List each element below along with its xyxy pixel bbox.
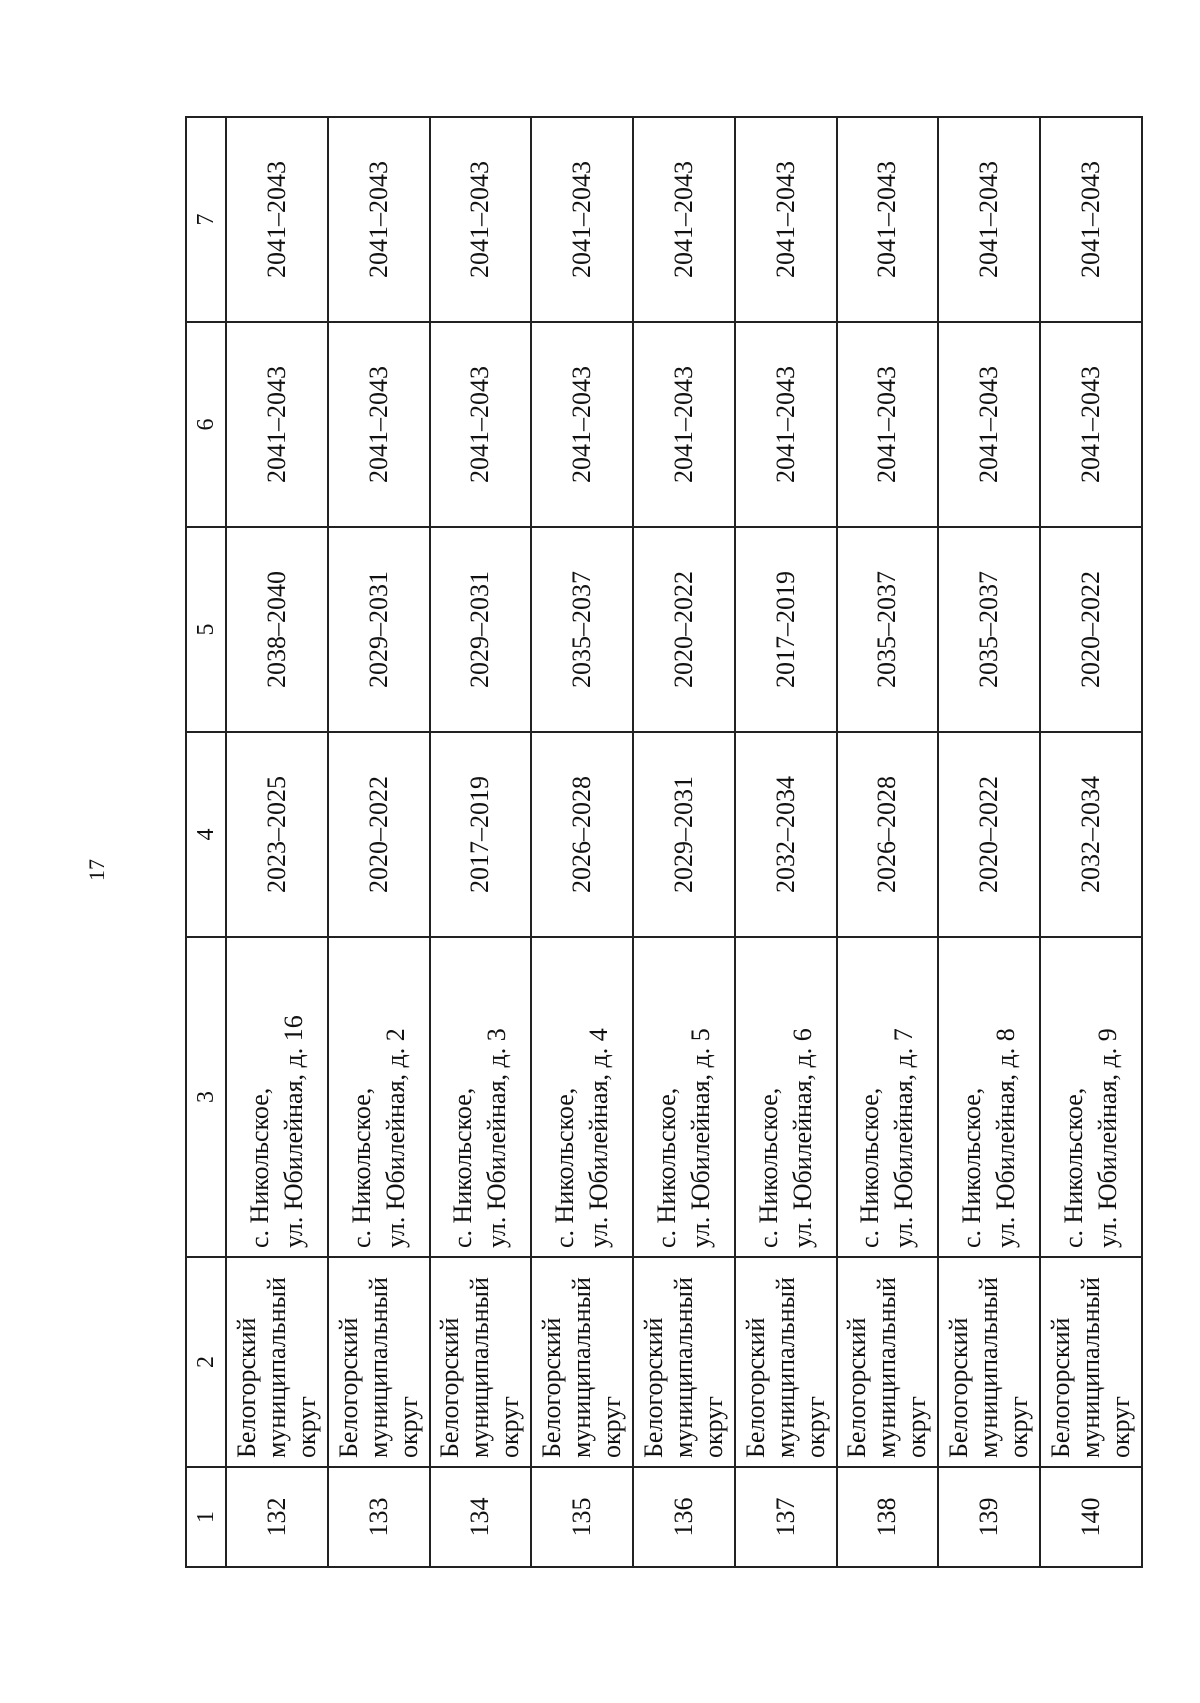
okrug-cell-line: округ — [902, 1396, 932, 1458]
address-cell-line: ул. Юбилейная, д. 4 — [584, 1028, 614, 1248]
table-row — [430, 117, 532, 1567]
okrug-cell — [938, 1257, 1040, 1467]
period-col-7: 2041–2043 — [328, 117, 430, 322]
address-cell — [226, 937, 328, 1257]
address-cell — [837, 937, 939, 1257]
okrug-cell-line: муниципальный — [770, 1277, 800, 1458]
address-cell-line: с. Никольское, — [550, 1087, 580, 1248]
period-col-7: 2041–2043 — [938, 117, 1040, 322]
period-col-7: 2041–2043 — [531, 117, 633, 322]
header-col-5: 5 — [186, 527, 226, 732]
okrug-cell — [1040, 1257, 1142, 1467]
okrug-cell — [226, 1257, 328, 1467]
period-col-7: 2041–2043 — [1040, 117, 1142, 322]
address-cell-line: с. Никольское, — [346, 1087, 376, 1248]
period-col-4: 2029–2031 — [633, 732, 735, 937]
period-col-6: 2041–2043 — [430, 322, 532, 527]
schedule-table-container — [185, 118, 1143, 1568]
okrug-cell — [735, 1257, 837, 1467]
address-cell-line: с. Никольское, — [753, 1087, 783, 1248]
okrug-cell-line: округ — [495, 1396, 525, 1458]
header-row — [186, 117, 226, 1567]
schedule-table — [185, 116, 1143, 1568]
address-cell-line: ул. Юбилейная, д. 16 — [278, 1015, 308, 1248]
schedule-table-rotated — [185, 118, 1143, 1568]
address-cell — [430, 937, 532, 1257]
row-number: 134 — [430, 1467, 532, 1567]
okrug-cell-line: Белогорский — [537, 1317, 567, 1458]
period-col-5: 2035–2037 — [938, 527, 1040, 732]
table-row — [938, 117, 1040, 1567]
table-row — [328, 117, 430, 1567]
okrug-cell-line: Белогорский — [740, 1317, 770, 1458]
row-number: 139 — [938, 1467, 1040, 1567]
period-col-6: 2041–2043 — [735, 322, 837, 527]
okrug-cell — [633, 1257, 735, 1467]
table-body — [226, 117, 1142, 1567]
period-col-6: 2041–2043 — [531, 322, 633, 527]
period-col-7: 2041–2043 — [226, 117, 328, 322]
header-col-4: 4 — [186, 732, 226, 937]
okrug-cell-line: муниципальный — [872, 1277, 902, 1458]
table-row — [531, 117, 633, 1567]
address-cell-line: с. Никольское, — [957, 1087, 987, 1248]
address-cell-line: ул. Юбилейная, д. 5 — [685, 1028, 715, 1248]
okrug-cell-line: округ — [393, 1396, 423, 1458]
address-cell — [938, 937, 1040, 1257]
period-col-5: 2038–2040 — [226, 527, 328, 732]
address-cell — [531, 937, 633, 1257]
okrug-cell-line: муниципальный — [668, 1277, 698, 1458]
address-cell-line: ул. Юбилейная, д. 9 — [1093, 1028, 1123, 1248]
address-cell — [735, 937, 837, 1257]
row-number: 136 — [633, 1467, 735, 1567]
address-cell-line: с. Никольское, — [448, 1087, 478, 1248]
period-col-4: 2017–2019 — [430, 732, 532, 937]
period-col-6: 2041–2043 — [1040, 322, 1142, 527]
period-col-4: 2020–2022 — [938, 732, 1040, 937]
period-col-5: 2020–2022 — [633, 527, 735, 732]
okrug-cell-line: Белогорский — [231, 1317, 261, 1458]
period-col-5: 2029–2031 — [328, 527, 430, 732]
period-col-4: 2023–2025 — [226, 732, 328, 937]
table-row — [735, 117, 837, 1567]
header-col-7: 7 — [186, 117, 226, 322]
header-col-6: 6 — [186, 322, 226, 527]
table-row — [633, 117, 735, 1567]
row-number: 135 — [531, 1467, 633, 1567]
okrug-cell-line: округ — [1004, 1396, 1034, 1458]
row-number: 133 — [328, 1467, 430, 1567]
address-cell-line: с. Никольское, — [1059, 1087, 1089, 1248]
address-cell — [1040, 937, 1142, 1257]
okrug-cell-line: муниципальный — [465, 1277, 495, 1458]
row-number: 138 — [837, 1467, 939, 1567]
okrug-cell-line: Белогорский — [1046, 1317, 1076, 1458]
okrug-cell — [328, 1257, 430, 1467]
table-row — [1040, 117, 1142, 1567]
period-col-5: 2035–2037 — [531, 527, 633, 732]
period-col-7: 2041–2043 — [735, 117, 837, 322]
okrug-cell — [531, 1257, 633, 1467]
okrug-cell-line: округ — [800, 1396, 830, 1458]
address-cell-line: с. Никольское, — [244, 1087, 274, 1248]
okrug-cell — [430, 1257, 532, 1467]
period-col-6: 2041–2043 — [938, 322, 1040, 527]
okrug-cell-line: округ — [291, 1396, 321, 1458]
okrug-cell-line: муниципальный — [1076, 1277, 1106, 1458]
period-col-6: 2041–2043 — [328, 322, 430, 527]
okrug-cell-line: муниципальный — [567, 1277, 597, 1458]
address-cell-line: с. Никольское, — [855, 1087, 885, 1248]
period-col-4: 2032–2034 — [1040, 732, 1142, 937]
okrug-cell-line: округ — [597, 1396, 627, 1458]
okrug-cell-line: Белогорский — [842, 1317, 872, 1458]
row-number: 137 — [735, 1467, 837, 1567]
period-col-5: 2017–2019 — [735, 527, 837, 732]
address-cell — [633, 937, 735, 1257]
period-col-5: 2020–2022 — [1040, 527, 1142, 732]
period-col-4: 2026–2028 — [531, 732, 633, 937]
period-col-5: 2029–2031 — [430, 527, 532, 732]
address-cell-line: ул. Юбилейная, д. 8 — [991, 1028, 1021, 1248]
period-col-7: 2041–2043 — [837, 117, 939, 322]
period-col-6: 2041–2043 — [226, 322, 328, 527]
okrug-cell-line: округ — [1106, 1396, 1136, 1458]
period-col-7: 2041–2043 — [633, 117, 735, 322]
okrug-cell-line: Белогорский — [435, 1317, 465, 1458]
okrug-cell-line: муниципальный — [261, 1277, 291, 1458]
address-cell-line: ул. Юбилейная, д. 7 — [889, 1028, 919, 1248]
header-col-1: 1 — [186, 1467, 226, 1567]
okrug-cell-line: Белогорский — [638, 1317, 668, 1458]
address-cell-line: ул. Юбилейная, д. 3 — [482, 1028, 512, 1248]
period-col-4: 2026–2028 — [837, 732, 939, 937]
address-cell-line: ул. Юбилейная, д. 2 — [380, 1028, 410, 1248]
okrug-cell-line: муниципальный — [974, 1277, 1004, 1458]
header-col-2: 2 — [186, 1257, 226, 1467]
period-col-7: 2041–2043 — [430, 117, 532, 322]
period-col-4: 2032–2034 — [735, 732, 837, 937]
period-col-6: 2041–2043 — [633, 322, 735, 527]
period-col-6: 2041–2043 — [837, 322, 939, 527]
table-row — [226, 117, 328, 1567]
table-row — [837, 117, 939, 1567]
row-number: 132 — [226, 1467, 328, 1567]
page-number: 17 — [84, 859, 109, 881]
okrug-cell-line: Белогорский — [944, 1317, 974, 1458]
okrug-cell-line: муниципальный — [363, 1277, 393, 1458]
period-col-4: 2020–2022 — [328, 732, 430, 937]
address-cell-line: ул. Юбилейная, д. 6 — [787, 1028, 817, 1248]
period-col-5: 2035–2037 — [837, 527, 939, 732]
address-cell — [328, 937, 430, 1257]
address-cell-line: с. Никольское, — [651, 1087, 681, 1248]
okrug-cell-line: Белогорский — [333, 1317, 363, 1458]
okrug-cell — [837, 1257, 939, 1467]
okrug-cell-line: округ — [698, 1396, 728, 1458]
row-number: 140 — [1040, 1467, 1142, 1567]
header-col-3: 3 — [186, 937, 226, 1257]
